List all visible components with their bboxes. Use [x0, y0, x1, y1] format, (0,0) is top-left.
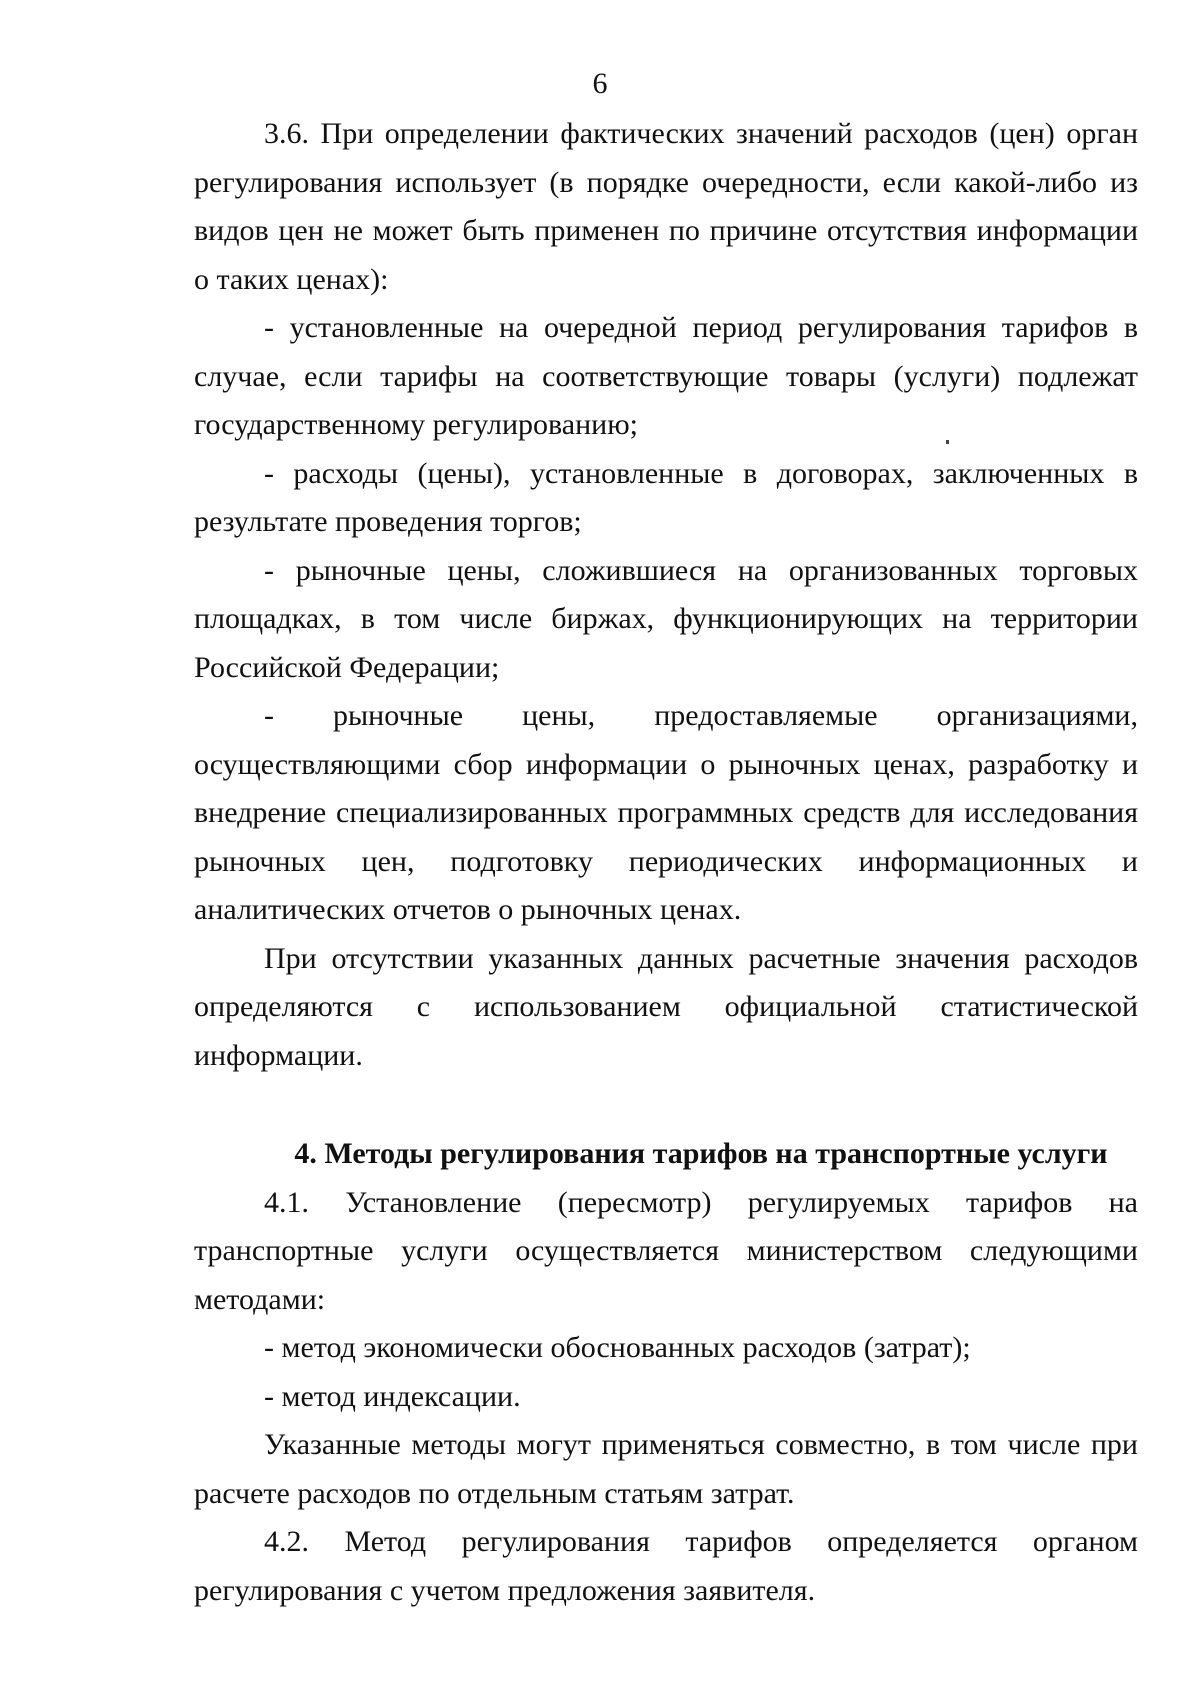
- paragraph-3-6: 3.6. При определении фактических значений расходов (цен) орган регулирования использует (в порядке очередности, если какой-либо из видов цен не может быть применен по причине отсутствия информации о таких ценах):: [194, 117, 1138, 296]
- list-item-exchange-prices: - рыночные цены, сложившиеся на организованных торговых площадках, в том числе биржах, функционирующих на территории Российской Федерации;: [194, 553, 1138, 684]
- paragraph-4-1: 4.1. Установление (пересмотр) регулируемых тарифов на транспортные услуги осуществляется министерством следующими методами:: [194, 1185, 1138, 1316]
- paragraph-4-2: 4.2. Метод регулирования тарифов определяется органом регулирования с учетом предложения заявителя.: [194, 1525, 1138, 1607]
- page-number: 6: [592, 67, 608, 100]
- method-item-economic: - метод экономически обоснованных расходов (затрат);: [264, 1331, 971, 1364]
- list-item-tariffs: - установленные на очередной период регулирования тарифов в случае, если тарифы на соответствующие товары (услуги) подлежат государственному регулированию;: [194, 311, 1138, 441]
- list-item-tenders: - расходы (цены), установленные в договорах, заключенных в результате проведения торгов;: [194, 456, 1138, 538]
- paragraph-statistics: При отсутствии указанных данных расчетные значения расходов определяются с использованием официальной статистической информации.: [194, 941, 1138, 1072]
- section-heading-4: 4. Методы регулирования тарифов на транспортные услуги: [294, 1137, 1108, 1170]
- paragraph-joint-use: Указанные методы могут применяться совместно, в том числе при расчете расходов по отдельным статьям затрат.: [194, 1428, 1138, 1510]
- method-item-indexation: - метод индексации.: [264, 1379, 521, 1413]
- scan-speck: [946, 440, 949, 444]
- document-body: [194, 110, 1138, 1615]
- list-item-market-info: - рыночные цены, предоставляемые организациями, осуществляющими сбор информации о рыночных ценах, разработку и внедрение специализированных программных средств для исследования рыночных цен, подготовку периодических информационных и аналитических отчетов о рыночных ценах.: [194, 699, 1138, 926]
